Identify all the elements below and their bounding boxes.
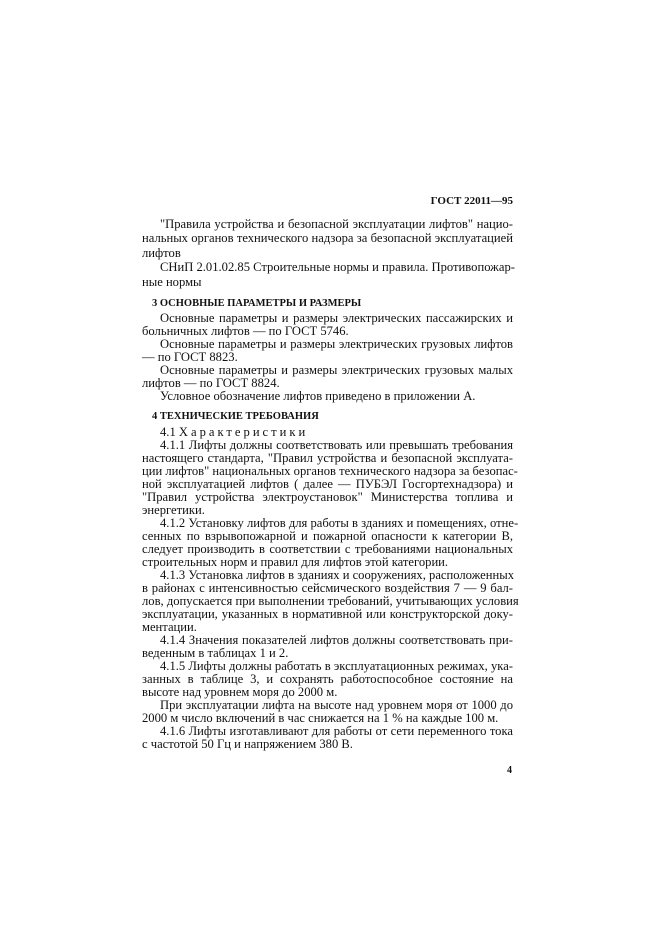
text-line: высоте над уровнем моря до 2000 м. bbox=[142, 685, 338, 699]
paragraph bbox=[142, 660, 513, 699]
paragraph bbox=[142, 338, 513, 364]
text-line: 4.1.6 Лифты изготавливают для работы от сети переменного тока bbox=[160, 724, 513, 738]
text-line: 4.1.2 Установку лифтов для работы в зданиях и помещениях, отне- bbox=[160, 516, 519, 530]
text-line: сенных по взрывопожарной и пожарной опасности к категории В, bbox=[142, 529, 513, 543]
text-line: 4.1.3 Установка лифтов в зданиях и сооружениях, расположенных bbox=[160, 568, 514, 582]
text-line: веденным в таблицах 1 и 2. bbox=[142, 646, 289, 660]
paragraph bbox=[142, 312, 513, 338]
text-line: настоящего стандарта, "Правил устройства и безопасной эксплуата- bbox=[142, 451, 513, 465]
text-line: лов, допускается при выполнении требований, учитывающих условия bbox=[142, 594, 519, 608]
text-line: с частотой 50 Гц и напряжением 380 В. bbox=[142, 737, 353, 751]
page-number: 4 bbox=[507, 765, 512, 776]
section-4-body bbox=[142, 438, 519, 751]
text-line: Основные параметры и размеры электрических грузовых малых bbox=[160, 363, 513, 377]
text-line: лифтов — по ГОСТ 8824. bbox=[142, 376, 280, 390]
text-line: Условное обозначение лифтов приведено в приложении А. bbox=[160, 389, 476, 403]
text-line: строительных норм и правил для лифтов этой категории. bbox=[142, 555, 449, 569]
paragraph bbox=[142, 516, 519, 569]
document-header: ГОСТ 22011—95 bbox=[430, 195, 513, 207]
heading-text: 3 ОСНОВНЫЕ ПАРАМЕТРЫ И РАЗМЕРЫ bbox=[152, 298, 362, 309]
text-line: 2000 м число включений в час снижается на 1 % на каждые 100 м. bbox=[142, 711, 499, 725]
subsection-title: Характеристики bbox=[178, 425, 309, 439]
section-3-body bbox=[142, 312, 513, 403]
text-line: 4.1.1 Лифты должны соответствовать или превышать требования bbox=[160, 438, 513, 452]
references-list bbox=[142, 217, 513, 289]
text-line: следует производить в соответствии с требованиями национальных bbox=[142, 542, 513, 556]
heading-text: 4 ТЕХНИЧЕСКИЕ ТРЕБОВАНИЯ bbox=[152, 411, 319, 422]
text-line: "Правила устройства и безопасной эксплуатации лифтов" нацио- bbox=[160, 217, 513, 231]
text-line: При эксплуатации лифта на высоте над уровнем моря от 1000 до bbox=[160, 698, 513, 712]
text-line: "Правил устройства электроустановок" Министерства топлива и bbox=[142, 490, 513, 504]
text-line: 4.1.5 Лифты должны работать в эксплуатационных режимах, ука- bbox=[160, 659, 513, 673]
text-line: в районах с интенсивностью сейсмического воздействия 7 — 9 бал- bbox=[142, 581, 513, 595]
text-line: энергетики. bbox=[142, 503, 205, 517]
paragraph bbox=[142, 699, 513, 725]
paragraph bbox=[142, 390, 513, 403]
paragraph bbox=[142, 260, 513, 289]
section-4-heading bbox=[142, 410, 513, 423]
text-line: Основные параметры и размеры электрических грузовых лифтов bbox=[160, 337, 513, 351]
subsection-number: 4.1 bbox=[160, 425, 176, 439]
text-line: Основные параметры и размеры электрических пассажирских и bbox=[160, 311, 513, 325]
paragraph bbox=[142, 217, 513, 260]
section-3-heading bbox=[142, 297, 513, 310]
text-line: — по ГОСТ 8823. bbox=[142, 350, 238, 364]
paragraph bbox=[142, 364, 513, 390]
paragraph bbox=[142, 568, 519, 634]
text-line: нальных органов технического надзора за безопасной эксплуатацией bbox=[142, 231, 513, 246]
text-line: эксплуатации, указанных в нормативной или конструкторской доку- bbox=[142, 607, 513, 621]
text-line: СНиП 2.01.02.85 Строительные нормы и правила. Противопожар- bbox=[160, 260, 515, 275]
text-line: ной эксплуатацией лифтов ( далее — ПУБЭЛ Госгортехнадзора) и bbox=[142, 477, 513, 491]
text-line: ментации. bbox=[142, 620, 197, 634]
text-line: лифтов bbox=[142, 245, 181, 260]
paragraph bbox=[142, 438, 518, 517]
text-line: больничных лифтов — по ГОСТ 5746. bbox=[142, 324, 349, 338]
text-line: 4.1.4 Значения показателей лифтов должны соответствовать при- bbox=[160, 633, 513, 647]
text-line: ции лифтов" национальных органов технического надзора за безопас- bbox=[142, 464, 518, 478]
paragraph bbox=[142, 725, 513, 751]
text-line: ные нормы bbox=[142, 274, 202, 289]
paragraph bbox=[142, 634, 513, 660]
text-line: занных в таблице 3, и сохранять работоспособное состояние на bbox=[142, 672, 513, 686]
